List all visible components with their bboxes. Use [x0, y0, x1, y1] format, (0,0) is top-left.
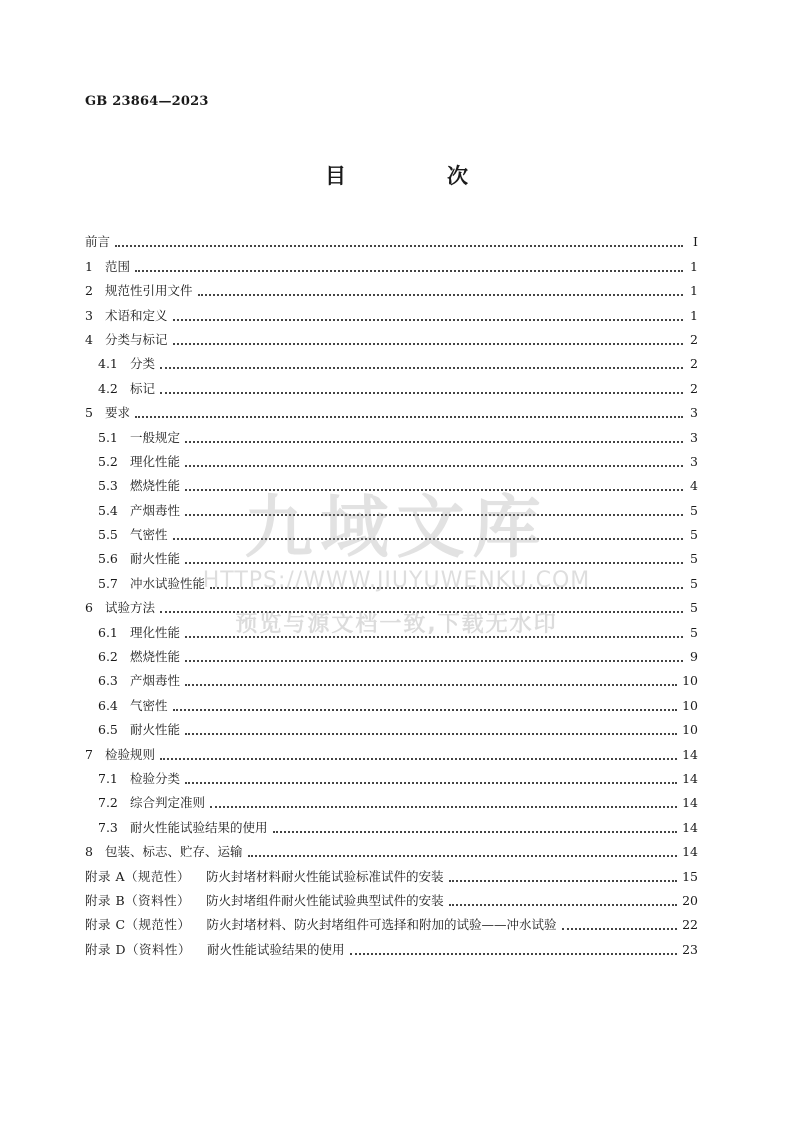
- toc-page-number: 9: [690, 649, 698, 665]
- toc-entry-number: 4.2: [98, 380, 118, 396]
- toc-entry-number: 5.2: [98, 453, 118, 469]
- toc-entry-number: 5.6: [98, 551, 118, 567]
- toc-page-number: 2: [690, 380, 698, 396]
- toc-entry-label: 术语和定义: [105, 307, 168, 323]
- toc-entry-label: 防火封堵材料、防火封堵组件可选择和附加的试验——冲水试验: [206, 917, 557, 933]
- toc-entry-number: 7: [85, 746, 93, 762]
- page-title: 目 次: [325, 163, 508, 188]
- toc-page-number: 3: [690, 453, 698, 469]
- toc-subsection-entry[interactable]: [85, 470, 698, 494]
- dot-leader: [210, 805, 677, 808]
- toc-annex-tag: 附录 B（资料性）: [85, 892, 191, 908]
- toc-section-entry[interactable]: [85, 738, 698, 762]
- toc-entry-number: 6.4: [98, 697, 118, 713]
- toc-entry-label: 燃烧性能: [130, 649, 181, 665]
- toc-page-number: 14: [682, 746, 698, 762]
- toc-entry-number: 1: [85, 258, 93, 274]
- toc-entry-label: 耐火性能: [130, 722, 181, 738]
- toc-entry-number: 6: [85, 600, 93, 616]
- toc-entry-label: 试验方法: [105, 600, 156, 616]
- toc-subsection-entry[interactable]: [85, 519, 698, 543]
- toc-entry-label: 防火封堵材料耐火性能试验标准试件的安装: [206, 868, 444, 884]
- toc-section-entry[interactable]: [85, 836, 698, 860]
- toc-subsection-entry[interactable]: [85, 446, 698, 470]
- toc-entry-label: 产烟毒性: [130, 502, 181, 518]
- toc-page-number: 5: [690, 624, 698, 640]
- dot-leader: [160, 757, 677, 760]
- toc-annex-entry[interactable]: [85, 860, 698, 884]
- dot-leader: [185, 635, 683, 638]
- toc-subsection-entry[interactable]: [85, 811, 698, 835]
- toc-entry-label: 燃烧性能: [130, 478, 181, 494]
- toc-page-number: 5: [690, 527, 698, 543]
- dot-leader: [185, 683, 677, 686]
- toc-page-number: 14: [682, 770, 698, 786]
- toc-section-entry[interactable]: [85, 397, 698, 421]
- toc-entry-label: 耐火性能试验结果的使用: [207, 941, 345, 957]
- toc-section-entry[interactable]: [85, 226, 698, 250]
- toc-entry-label: 包装、标志、贮存、运输: [105, 844, 243, 860]
- toc-entry-label: 前言: [85, 234, 111, 250]
- toc-entry-number: 6.1: [98, 624, 118, 640]
- toc-page-number: 4: [690, 478, 698, 494]
- toc-page-number: 5: [690, 551, 698, 567]
- toc-entry-label: 要求: [105, 405, 131, 421]
- dot-leader: [160, 391, 683, 394]
- toc-page-number: 14: [682, 844, 698, 860]
- toc-subsection-entry[interactable]: [85, 714, 698, 738]
- toc-entry-label: 检验规则: [105, 746, 156, 762]
- dot-leader: [160, 610, 683, 613]
- toc-section-entry[interactable]: [85, 299, 698, 323]
- toc-page-number: 5: [690, 502, 698, 518]
- dot-leader: [115, 244, 683, 247]
- dot-leader: [173, 342, 683, 345]
- toc-page-number: 3: [690, 405, 698, 421]
- dot-leader: [185, 561, 683, 564]
- toc-entry-label: 气密性: [130, 697, 168, 713]
- dot-leader: [160, 366, 683, 369]
- toc-entry-number: 4: [85, 331, 93, 347]
- dot-leader: [185, 464, 683, 467]
- dot-leader: [562, 927, 678, 930]
- toc-page-number: 2: [690, 331, 698, 347]
- dot-leader: [185, 440, 683, 443]
- toc-annex-entry[interactable]: [85, 933, 698, 957]
- toc-annex-tag: 附录 D（资料性）: [85, 941, 191, 957]
- toc-entry-label: 耐火性能试验结果的使用: [130, 819, 268, 835]
- toc-page-number: 10: [682, 722, 698, 738]
- toc-page-number: 2: [690, 356, 698, 372]
- toc-entry-label: 一般规定: [130, 429, 181, 445]
- toc-entry-number: 4.1: [98, 356, 118, 372]
- dot-leader: [135, 415, 683, 418]
- toc-subsection-entry[interactable]: [85, 494, 698, 518]
- toc-annex-tag: 附录 A（规范性）: [85, 868, 191, 884]
- dot-leader: [449, 879, 678, 882]
- toc-entry-number: 6.5: [98, 722, 118, 738]
- toc-subsection-entry[interactable]: [85, 616, 698, 640]
- dot-leader: [248, 854, 678, 857]
- toc-subsection-entry[interactable]: [85, 348, 698, 372]
- dot-leader: [198, 293, 683, 296]
- toc-entry-number: 5: [85, 405, 93, 421]
- dot-leader: [210, 586, 683, 589]
- toc-page-number: 1: [690, 283, 698, 299]
- toc-entry-label: 检验分类: [130, 770, 181, 786]
- dot-leader: [449, 903, 677, 906]
- dot-leader: [185, 513, 683, 516]
- toc-section-entry[interactable]: [85, 250, 698, 274]
- toc-entry-number: 6.2: [98, 649, 118, 665]
- toc-annex-tag: 附录 C（规范性）: [85, 917, 191, 933]
- toc-subsection-entry[interactable]: [85, 567, 698, 591]
- toc-page-number: 15: [682, 868, 698, 884]
- dot-leader: [173, 537, 683, 540]
- dot-leader: [273, 830, 678, 833]
- toc-page-number: 10: [682, 697, 698, 713]
- toc-subsection-entry[interactable]: [85, 543, 698, 567]
- toc-entry-number: 6.3: [98, 673, 118, 689]
- toc-entry-number: 7.3: [98, 819, 118, 835]
- toc-page-number: 10: [682, 673, 698, 689]
- toc-entry-number: 5.7: [98, 575, 118, 591]
- toc-entry-label: 理化性能: [130, 624, 181, 640]
- toc-entry-number: 2: [85, 283, 93, 299]
- toc-entry-label: 标记: [130, 380, 156, 396]
- dot-leader: [350, 952, 678, 955]
- watermark-note: 预览与源文档一致,下载无水印: [235, 612, 558, 637]
- toc-entry-label: 防火封堵组件耐火性能试验典型试件的安装: [206, 892, 444, 908]
- toc-entry-label: 规范性引用文件: [105, 283, 193, 299]
- toc-page-number: Ⅰ: [693, 234, 698, 250]
- watermark-logo-text: 九域文库: [244, 489, 549, 568]
- toc-entry-label: 综合判定准则: [130, 795, 206, 811]
- toc-entry-number: 3: [85, 307, 93, 323]
- toc-entry-label: 耐火性能: [130, 551, 181, 567]
- toc-page-number: 3: [690, 429, 698, 445]
- toc-subsection-entry[interactable]: [85, 372, 698, 396]
- dot-leader: [185, 732, 677, 735]
- toc-entry-number: 5.4: [98, 502, 118, 518]
- toc-page-number: 20: [682, 892, 698, 908]
- toc-entry-label: 分类与标记: [105, 331, 168, 347]
- toc-entry-label: 分类: [130, 356, 156, 372]
- toc-page-number: 23: [682, 941, 698, 957]
- toc-entry-label: 范围: [105, 258, 131, 274]
- toc-entry-label: 冲水试验性能: [130, 575, 206, 591]
- toc-subsection-entry[interactable]: [85, 421, 698, 445]
- toc-page-number: 14: [682, 819, 698, 835]
- toc-entry-label: 理化性能: [130, 453, 181, 469]
- dot-leader: [173, 318, 683, 321]
- dot-leader: [173, 708, 678, 711]
- toc-entry-number: 5.3: [98, 478, 118, 494]
- toc-entry-number: 7.2: [98, 795, 118, 811]
- toc-entry-number: 5.5: [98, 527, 118, 543]
- watermark-url: HTTPS://WWW.JIUYUWENKU.COM: [202, 568, 591, 593]
- toc-section-entry[interactable]: [85, 324, 698, 348]
- table-of-contents: [85, 226, 698, 958]
- toc-annex-entry[interactable]: [85, 909, 698, 933]
- toc-page-number: 22: [682, 917, 698, 933]
- toc-page-number: 5: [690, 575, 698, 591]
- toc-page-number: 5: [690, 600, 698, 616]
- toc-section-entry[interactable]: [85, 592, 698, 616]
- toc-subsection-entry[interactable]: [85, 689, 698, 713]
- toc-entry-number: 8: [85, 844, 93, 860]
- dot-leader: [135, 269, 683, 272]
- standard-number: GB 23864—2023: [85, 94, 209, 109]
- toc-section-entry[interactable]: [85, 275, 698, 299]
- dot-leader: [185, 781, 677, 784]
- toc-entry-number: 5.1: [98, 429, 118, 445]
- toc-entry-label: 产烟毒性: [130, 673, 181, 689]
- toc-subsection-entry[interactable]: [85, 665, 698, 689]
- toc-subsection-entry[interactable]: [85, 641, 698, 665]
- toc-subsection-entry[interactable]: [85, 763, 698, 787]
- toc-subsection-entry[interactable]: [85, 787, 698, 811]
- toc-page-number: 1: [690, 307, 698, 323]
- toc-entry-label: 气密性: [130, 527, 168, 543]
- dot-leader: [185, 488, 683, 491]
- toc-page-number: 14: [682, 795, 698, 811]
- toc-annex-entry[interactable]: [85, 885, 698, 909]
- toc-entry-number: 7.1: [98, 770, 118, 786]
- dot-leader: [185, 659, 683, 662]
- toc-page-number: 1: [690, 258, 698, 274]
